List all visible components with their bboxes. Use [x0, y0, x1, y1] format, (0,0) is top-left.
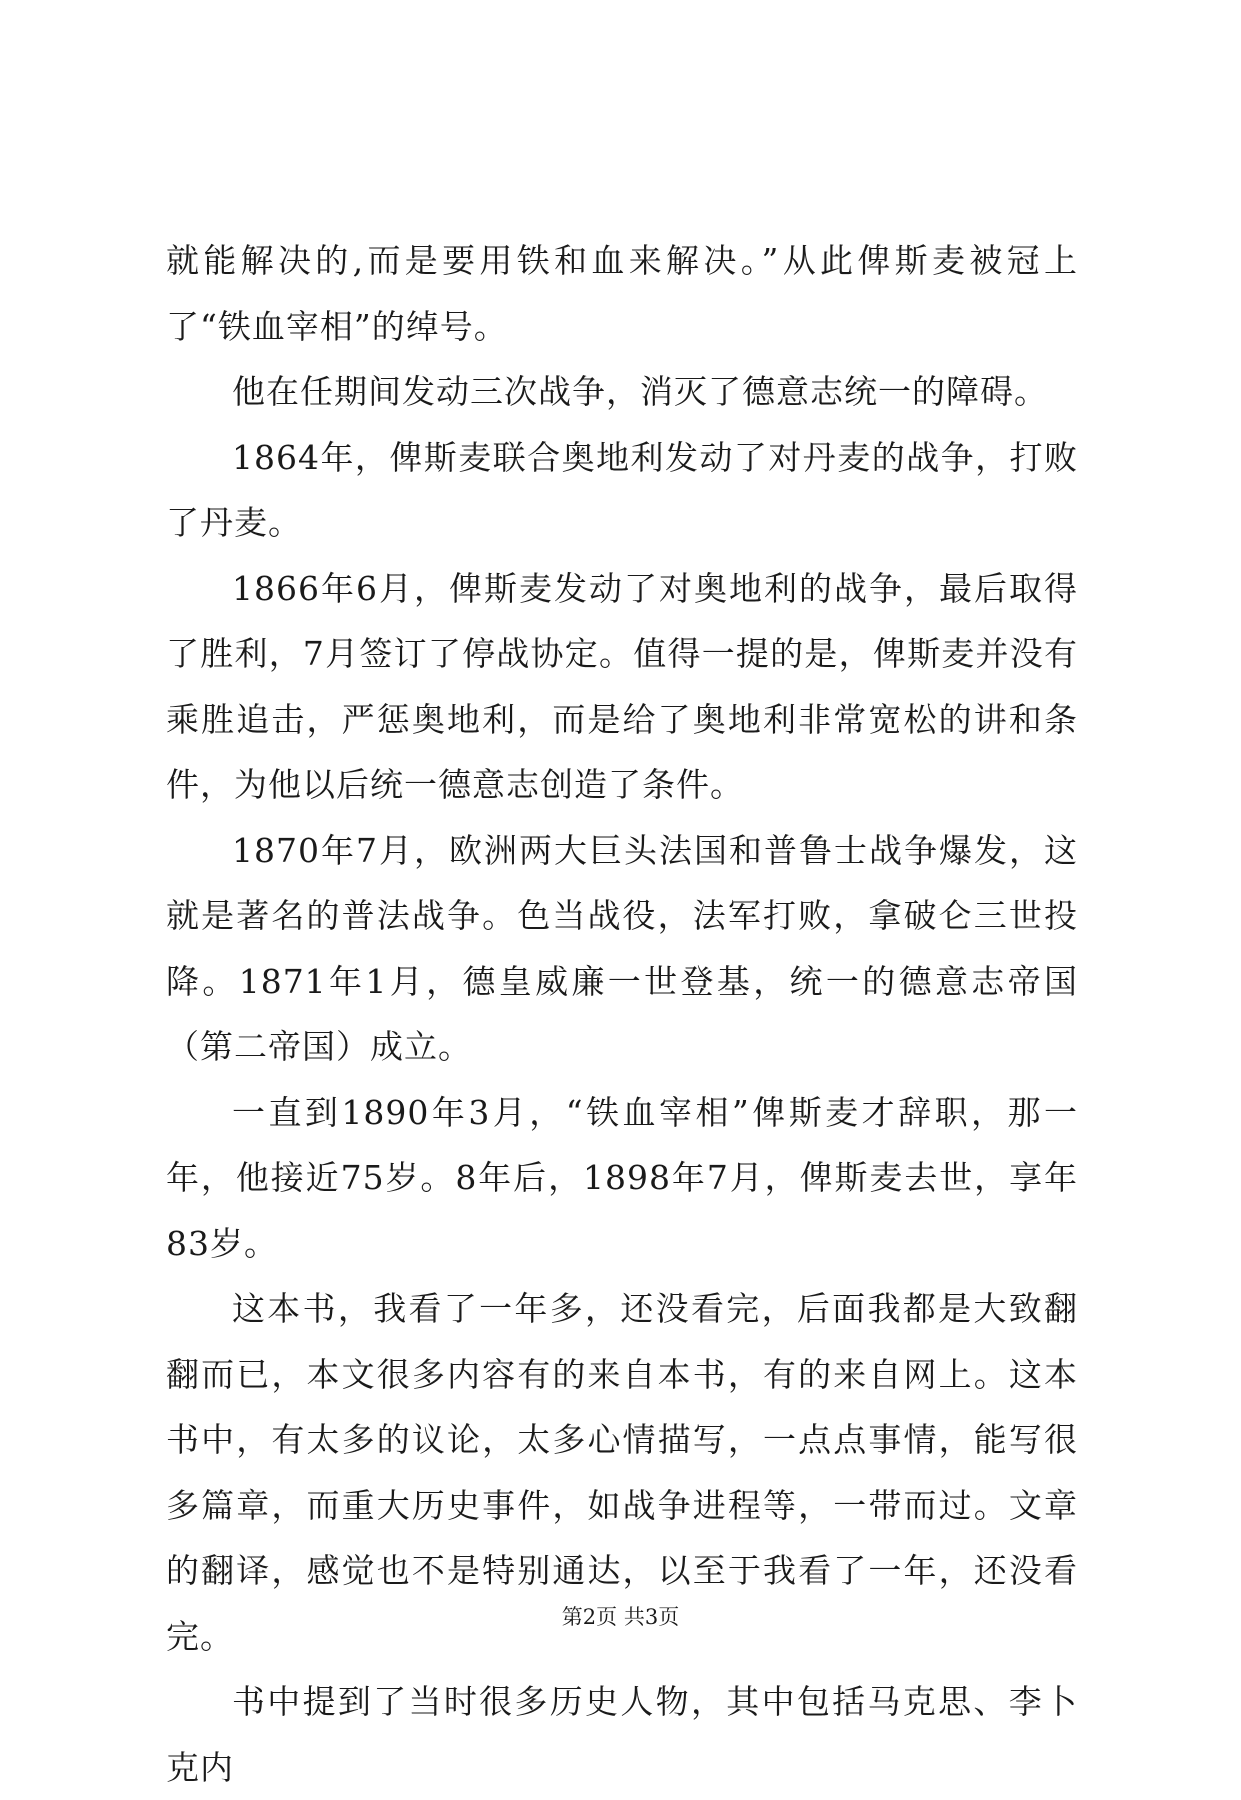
paragraph-2: 他在任期间发动三次战争，消灭了德意志统一的障碍。: [232, 372, 1048, 411]
paragraph-3: 1864年，俾斯麦联合奥地利发动了对丹麦的战争，打败了丹麦。: [166, 437, 1078, 542]
paragraph-6: 一直到1890年3月，“铁血宰相”俾斯麦才辞职，那一年，他接近75岁。8年后，1898年7月，俾斯麦去世，享年83岁。: [166, 1092, 1078, 1263]
document-body: [166, 228, 1078, 1800]
paragraph-4: 1866年6月，俾斯麦发动了对奥地利的战争，最后取得了胜利，7月签订了停战协定。值得一提的是，俾斯麦并没有乘胜追击，严惩奥地利，而是给了奥地利非常宽松的讲和条件，为他以后统一德意志创造了条件。: [166, 568, 1078, 804]
paragraph-8: 书中提到了当时很多历史人物，其中包括马克思、李卜克内: [166, 1682, 1078, 1787]
page-number-footer: 第2页 共3页: [561, 1605, 680, 1629]
paragraph-1: 就能解决的,而是要用铁和血来解决。”从此俾斯麦被冠上了“铁血宰相”的绰号。: [166, 241, 1078, 346]
paragraph-7: 这本书，我看了一年多，还没看完，后面我都是大致翻翻而已，本文很多内容有的来自本书，有的来自网上。这本书中，有太多的议论，太多心情描写，一点点事情，能写很多篇章，而重大历史事件，如战争进程等，一带而过。文章的翻译，感觉也不是特别通达，以至于我看了一年，还没看完。: [166, 1289, 1078, 1656]
paragraph-5: 1870年7月，欧洲两大巨头法国和普鲁士战争爆发，这就是著名的普法战争。色当战役，法军打败，拿破仑三世投降。1871年1月，德皇威廉一世登基，统一的德意志帝国（第二帝国）成立。: [166, 830, 1078, 1066]
